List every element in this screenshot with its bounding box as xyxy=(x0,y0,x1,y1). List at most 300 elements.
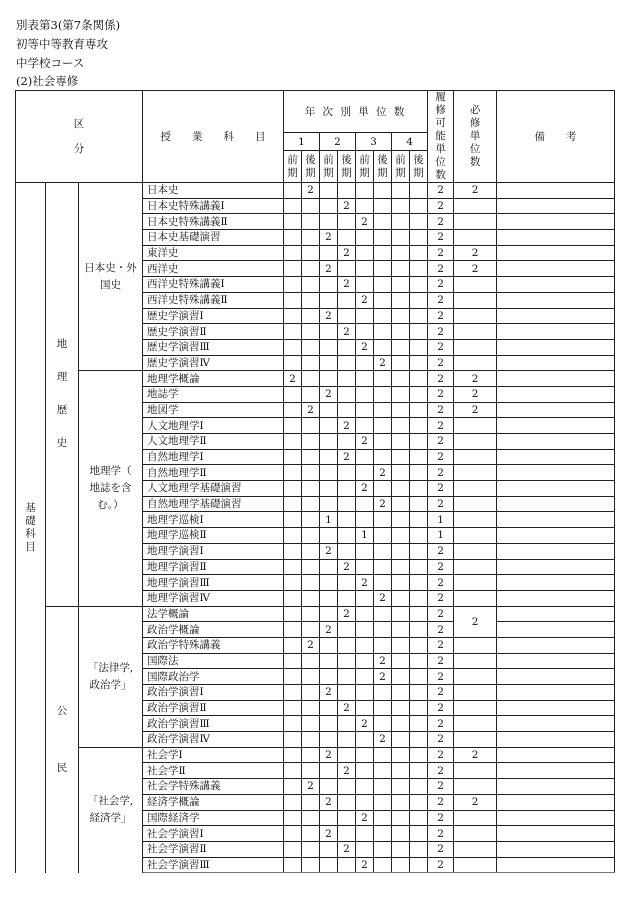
semester-char: 前 xyxy=(323,153,334,166)
subject-name: 歴史学演習Ⅱ xyxy=(143,324,284,340)
semester-units xyxy=(356,261,374,277)
elective-units: 2 xyxy=(428,308,454,324)
semester-units xyxy=(320,198,338,214)
doc-section: (2)社会専修 xyxy=(16,74,79,88)
semester-units xyxy=(320,669,338,685)
semester-units: 1 xyxy=(320,512,338,528)
elective-units: 2 xyxy=(428,465,454,481)
semester-units xyxy=(320,434,338,450)
semester-units xyxy=(284,575,302,591)
required-units xyxy=(454,198,497,214)
category-geo-history-char: 歴 xyxy=(56,404,68,417)
subject-name: 経済学概論 xyxy=(143,794,284,810)
semester-units xyxy=(284,449,302,465)
category-geo-history-char: 地 xyxy=(56,338,68,351)
semester-units xyxy=(374,637,392,653)
semester-units xyxy=(320,371,338,387)
semester-units xyxy=(356,590,374,606)
semester-units xyxy=(302,512,320,528)
semester-units xyxy=(392,496,410,512)
table-row xyxy=(16,371,615,387)
semester-units xyxy=(320,355,338,371)
semester-units xyxy=(320,245,338,261)
semester-units xyxy=(392,230,410,246)
elective-units: 2 xyxy=(428,857,454,873)
elective-units-header-char: 修 xyxy=(435,104,446,116)
semester-units: 2 xyxy=(338,245,356,261)
semester-units xyxy=(392,277,410,293)
required-units: 2 xyxy=(454,402,497,418)
semester-units xyxy=(356,324,374,340)
semester-units xyxy=(374,261,392,277)
semester-units: 1 xyxy=(356,528,374,544)
doc-major: 初等中等教育専攻 xyxy=(16,37,108,51)
semester-units xyxy=(302,763,320,779)
semester-units xyxy=(356,277,374,293)
remarks-cell xyxy=(497,590,615,606)
semester-units xyxy=(302,230,320,246)
semester-units xyxy=(302,496,320,512)
semester-char: 後 xyxy=(341,153,352,166)
semester-units xyxy=(392,543,410,559)
remarks-cell xyxy=(497,371,615,387)
semester-units xyxy=(284,339,302,355)
semester-units xyxy=(338,779,356,795)
semester-units xyxy=(356,308,374,324)
semester-units xyxy=(374,779,392,795)
elective-units: 2 xyxy=(428,653,454,669)
semester-units: 2 xyxy=(338,763,356,779)
semester-units xyxy=(302,841,320,857)
semester-units xyxy=(338,386,356,402)
semester-units xyxy=(410,575,428,591)
semester-units: 2 xyxy=(284,371,302,387)
remarks-cell xyxy=(497,606,615,622)
semester-units xyxy=(320,590,338,606)
elective-units: 2 xyxy=(428,230,454,246)
semester-units xyxy=(410,245,428,261)
category-geography-line: 地誌を含 xyxy=(89,481,132,494)
semester-units xyxy=(392,371,410,387)
elective-units-header-char: 単 xyxy=(435,143,446,155)
elective-units: 1 xyxy=(428,528,454,544)
semester-units xyxy=(338,732,356,748)
semester-units xyxy=(302,653,320,669)
subject-name: 社会学特殊講義 xyxy=(143,779,284,795)
category-geography-line: 地理学（ xyxy=(89,464,132,477)
year-4-header: 4 xyxy=(392,133,428,151)
semester-units: 2 xyxy=(302,637,320,653)
semester-units xyxy=(284,434,302,450)
subject-name: 日本史 xyxy=(143,183,284,199)
semester-units: 2 xyxy=(320,794,338,810)
semester-units xyxy=(338,826,356,842)
semester-units xyxy=(410,669,428,685)
semester-units xyxy=(320,841,338,857)
semester-units xyxy=(320,606,338,622)
subject-name: 歴史学演習Ⅰ xyxy=(143,308,284,324)
subject-name: 政治学演習Ⅱ xyxy=(143,700,284,716)
semester-units xyxy=(284,418,302,434)
semester-units xyxy=(392,528,410,544)
semester-units xyxy=(410,622,428,638)
semester-units xyxy=(338,669,356,685)
semester-units xyxy=(284,810,302,826)
semester-units xyxy=(356,606,374,622)
semester-units xyxy=(338,747,356,763)
semester-units xyxy=(374,308,392,324)
semester-units: 2 xyxy=(320,230,338,246)
required-units xyxy=(454,637,497,653)
semester-units xyxy=(410,355,428,371)
semester-units xyxy=(338,465,356,481)
category-japan-world-history xyxy=(79,183,143,371)
elective-units: 2 xyxy=(428,402,454,418)
semester-units xyxy=(302,434,320,450)
semester-units: 2 xyxy=(356,575,374,591)
semester-units xyxy=(392,308,410,324)
remarks-cell xyxy=(497,559,615,575)
required-units xyxy=(454,700,497,716)
remarks-cell xyxy=(497,810,615,826)
semester-units xyxy=(284,622,302,638)
semester-units xyxy=(410,826,428,842)
semester-char: 後 xyxy=(413,153,424,166)
semester-units xyxy=(320,559,338,575)
semester-units xyxy=(392,841,410,857)
subject-name: 社会学Ⅱ xyxy=(143,763,284,779)
semester-units xyxy=(374,449,392,465)
semester-units xyxy=(338,794,356,810)
semester-units xyxy=(320,292,338,308)
subject-name: 政治学演習Ⅲ xyxy=(143,716,284,732)
semester-units xyxy=(302,465,320,481)
semester-units xyxy=(392,779,410,795)
semester-units xyxy=(302,622,320,638)
remarks-cell xyxy=(497,826,615,842)
semester-units xyxy=(356,371,374,387)
semester-units xyxy=(320,496,338,512)
semester-units xyxy=(410,810,428,826)
elective-units: 2 xyxy=(428,575,454,591)
semester-char: 期 xyxy=(395,166,406,179)
subject-name: 人文地理学基礎演習 xyxy=(143,481,284,497)
semester-units xyxy=(392,481,410,497)
semester-units xyxy=(392,637,410,653)
semester-units xyxy=(320,857,338,873)
required-units xyxy=(454,590,497,606)
semester-units xyxy=(284,763,302,779)
semester-units xyxy=(338,512,356,528)
subject-name: 社会学演習Ⅰ xyxy=(143,826,284,842)
semester-units xyxy=(392,449,410,465)
semester-units xyxy=(284,308,302,324)
semester-units: 2 xyxy=(338,198,356,214)
required-units-law-politics: 2 xyxy=(454,606,497,637)
required-units xyxy=(454,841,497,857)
semester-units: 2 xyxy=(374,653,392,669)
semester-char: 期 xyxy=(323,166,334,179)
semester-units xyxy=(374,810,392,826)
remarks-cell xyxy=(497,434,615,450)
semester-units xyxy=(320,449,338,465)
remarks-cell xyxy=(497,402,615,418)
required-units: 2 xyxy=(454,371,497,387)
semester-units xyxy=(392,669,410,685)
remarks-cell xyxy=(497,716,615,732)
semester-units xyxy=(284,669,302,685)
semester-units xyxy=(410,198,428,214)
subject-name: 自然地理学Ⅱ xyxy=(143,465,284,481)
remarks-cell xyxy=(497,418,615,434)
semester-units xyxy=(410,465,428,481)
semester-units xyxy=(392,559,410,575)
semester-units xyxy=(320,575,338,591)
required-units xyxy=(454,339,497,355)
semester-units xyxy=(374,214,392,230)
remarks-cell xyxy=(497,794,615,810)
required-units: 2 xyxy=(454,794,497,810)
subject-name: 地理学巡検Ⅱ xyxy=(143,528,284,544)
semester-units xyxy=(284,481,302,497)
elective-units: 2 xyxy=(428,245,454,261)
semester-units xyxy=(284,355,302,371)
semester-units xyxy=(356,732,374,748)
subject-name: 西洋史特殊講義Ⅱ xyxy=(143,292,284,308)
semester-units xyxy=(356,637,374,653)
semester-char: 期 xyxy=(287,166,298,179)
semester-units xyxy=(356,669,374,685)
semester-units xyxy=(302,543,320,559)
required-units: 2 xyxy=(454,386,497,402)
elective-units-header-char: 履 xyxy=(435,91,446,103)
elective-units: 2 xyxy=(428,355,454,371)
semester-units xyxy=(374,543,392,559)
semester-units xyxy=(410,606,428,622)
subject-name: 政治学概論 xyxy=(143,622,284,638)
semester-units xyxy=(302,857,320,873)
semester-units xyxy=(410,543,428,559)
semester-units xyxy=(374,371,392,387)
semester-units: 2 xyxy=(374,496,392,512)
subject-name: 社会学Ⅰ xyxy=(143,747,284,763)
category-law-politics-line: 政治学」 xyxy=(89,678,132,691)
semester-units xyxy=(374,481,392,497)
elective-units: 2 xyxy=(428,386,454,402)
semester-units: 2 xyxy=(374,669,392,685)
semester-units xyxy=(338,716,356,732)
semester-units xyxy=(284,230,302,246)
remarks-cell xyxy=(497,779,615,795)
curriculum-table xyxy=(15,90,615,873)
semester-first-header xyxy=(284,151,302,183)
elective-units: 2 xyxy=(428,198,454,214)
category-kiso-char: 目 xyxy=(25,540,36,553)
semester-units xyxy=(338,214,356,230)
semester-units xyxy=(410,512,428,528)
semester-units xyxy=(284,543,302,559)
semester-units xyxy=(284,700,302,716)
semester-units xyxy=(320,277,338,293)
semester-units xyxy=(374,512,392,528)
semester-units xyxy=(284,590,302,606)
subject-name: 国際政治学 xyxy=(143,669,284,685)
semester-units xyxy=(284,292,302,308)
semester-units xyxy=(284,559,302,575)
required-units xyxy=(454,308,497,324)
semester-units xyxy=(356,198,374,214)
semester-units xyxy=(392,606,410,622)
semester-units xyxy=(356,700,374,716)
subject-name: 地理学演習Ⅰ xyxy=(143,543,284,559)
semester-units xyxy=(302,559,320,575)
semester-units xyxy=(392,465,410,481)
elective-units: 1 xyxy=(428,512,454,528)
elective-units: 2 xyxy=(428,292,454,308)
semester-char: 期 xyxy=(413,166,424,179)
semester-units xyxy=(356,794,374,810)
semester-units xyxy=(410,794,428,810)
required-units-header-char: 単 xyxy=(469,130,481,142)
category-law-politics-line: 「法律学, xyxy=(87,661,134,674)
remarks-cell xyxy=(497,230,615,246)
semester-units xyxy=(320,418,338,434)
required-units xyxy=(454,716,497,732)
semester-units xyxy=(392,590,410,606)
semester-units xyxy=(302,386,320,402)
semester-units: 2 xyxy=(338,559,356,575)
semester-units xyxy=(374,606,392,622)
semester-units xyxy=(356,826,374,842)
semester-units xyxy=(320,183,338,199)
semester-units xyxy=(356,449,374,465)
semester-units xyxy=(410,716,428,732)
semester-units xyxy=(284,528,302,544)
semester-units xyxy=(374,841,392,857)
semester-first-header xyxy=(392,151,410,183)
semester-char: 後 xyxy=(377,153,388,166)
semester-units xyxy=(284,324,302,340)
semester-units xyxy=(392,418,410,434)
remarks-cell xyxy=(497,747,615,763)
semester-units: 2 xyxy=(302,402,320,418)
elective-units: 2 xyxy=(428,637,454,653)
required-units-header-char: 必 xyxy=(469,104,481,116)
remarks-cell xyxy=(497,575,615,591)
semester-units xyxy=(302,245,320,261)
semester-units xyxy=(284,637,302,653)
year-group-header: 年 次 別 単 位 数 xyxy=(284,91,428,133)
semester-units xyxy=(284,841,302,857)
semester-units xyxy=(302,198,320,214)
semester-units xyxy=(320,402,338,418)
semester-units: 2 xyxy=(302,183,320,199)
year-1-header: 1 xyxy=(284,133,320,151)
semester-units xyxy=(410,292,428,308)
elective-units: 2 xyxy=(428,496,454,512)
required-units xyxy=(454,512,497,528)
required-units xyxy=(454,434,497,450)
semester-units xyxy=(410,183,428,199)
remarks-cell xyxy=(497,637,615,653)
subject-name: 政治学特殊講義 xyxy=(143,637,284,653)
semester-units xyxy=(374,324,392,340)
subject-name: 地理学演習Ⅳ xyxy=(143,590,284,606)
remarks-cell xyxy=(497,245,615,261)
semester-units xyxy=(392,700,410,716)
semester-units xyxy=(374,747,392,763)
semester-units xyxy=(302,481,320,497)
semester-units xyxy=(284,747,302,763)
semester-units xyxy=(374,418,392,434)
elective-units-header-char: 可 xyxy=(435,117,446,129)
semester-units xyxy=(284,465,302,481)
elective-units: 2 xyxy=(428,794,454,810)
subject-name: 日本史基礎演習 xyxy=(143,230,284,246)
semester-units xyxy=(284,261,302,277)
semester-units xyxy=(320,324,338,340)
required-units-header-char: 数 xyxy=(469,156,481,168)
subject-name: 地理学概論 xyxy=(143,371,284,387)
semester-units xyxy=(302,355,320,371)
elective-units: 2 xyxy=(428,371,454,387)
semester-units xyxy=(320,481,338,497)
semester-units xyxy=(338,622,356,638)
subject-name: 歴史学演習Ⅲ xyxy=(143,339,284,355)
semester-units xyxy=(410,841,428,857)
remarks-cell xyxy=(497,841,615,857)
semester-units: 2 xyxy=(338,324,356,340)
semester-units xyxy=(392,763,410,779)
semester-units xyxy=(356,496,374,512)
required-units: 2 xyxy=(454,261,497,277)
semester-units xyxy=(302,261,320,277)
semester-units xyxy=(410,214,428,230)
semester-units xyxy=(302,418,320,434)
required-units-header xyxy=(454,91,497,183)
semester-units xyxy=(284,496,302,512)
semester-units xyxy=(410,339,428,355)
elective-units: 2 xyxy=(428,261,454,277)
semester-units xyxy=(284,857,302,873)
elective-units: 2 xyxy=(428,559,454,575)
category-kiso-char: 科 xyxy=(25,527,36,540)
remarks-cell xyxy=(497,653,615,669)
semester-char: 前 xyxy=(359,153,370,166)
semester-units xyxy=(320,716,338,732)
subject-name: 人文地理学Ⅱ xyxy=(143,434,284,450)
semester-units xyxy=(302,700,320,716)
semester-units: 2 xyxy=(356,214,374,230)
semester-units xyxy=(320,779,338,795)
semester-units xyxy=(338,810,356,826)
remarks-cell xyxy=(497,339,615,355)
subject-name: 西洋史特殊講義Ⅰ xyxy=(143,277,284,293)
semester-char: 前 xyxy=(287,153,298,166)
category-geo-history-char: 理 xyxy=(56,371,68,384)
year-2-header: 2 xyxy=(320,133,356,151)
semester-units xyxy=(302,794,320,810)
required-units xyxy=(454,826,497,842)
semester-units xyxy=(302,214,320,230)
semester-units xyxy=(392,653,410,669)
semester-char: 後 xyxy=(305,153,316,166)
semester-units: 2 xyxy=(356,857,374,873)
semester-units xyxy=(392,245,410,261)
subject-name: 西洋史 xyxy=(143,261,284,277)
elective-units: 2 xyxy=(428,826,454,842)
semester-units xyxy=(302,810,320,826)
